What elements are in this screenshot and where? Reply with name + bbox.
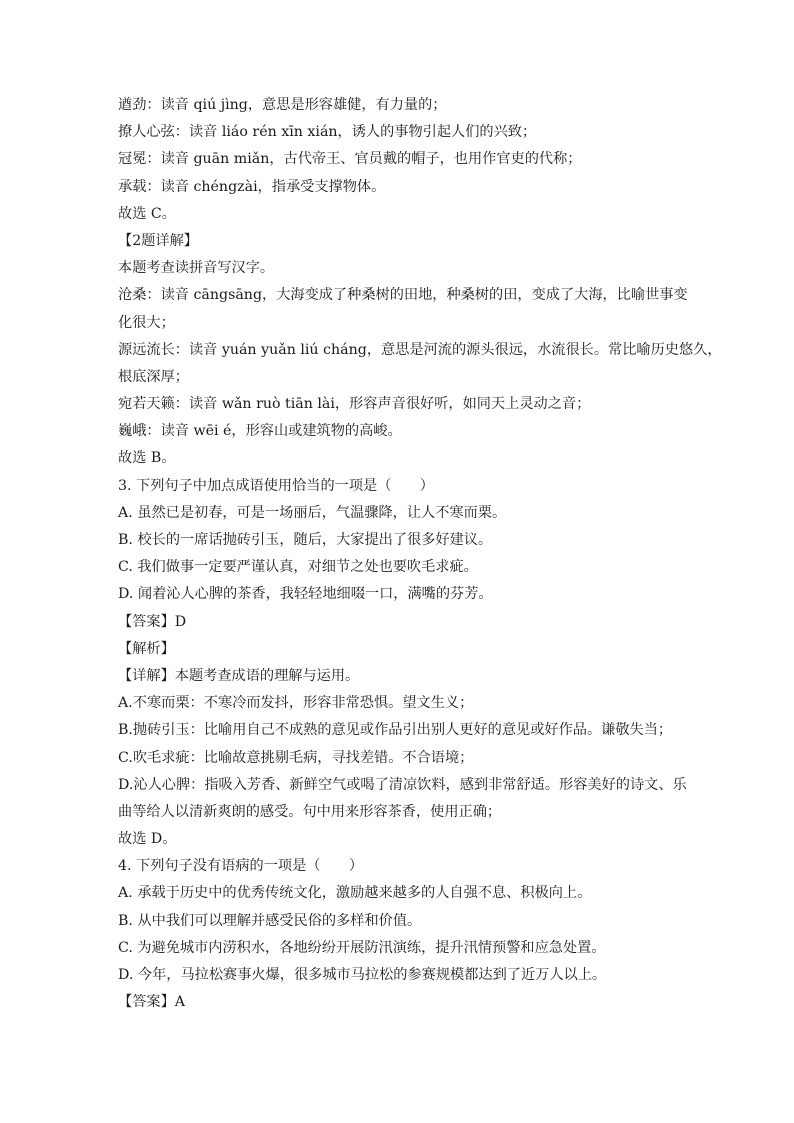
text-line: B.抛砖引玉：比喻用自己不成熟的意见或作品引出别人更好的意见或好作品。谦敬失当；: [118, 722, 673, 739]
option-d: D. 今年，马拉松赛事火爆，很多城市马拉松的参赛规模都达到了近万人以上。: [118, 967, 607, 983]
option-c: C. 我们做事一定要严谨认真，对细节之处也要吹毛求疵。: [118, 559, 478, 576]
detail-heading: 【详解】本题考查成语的理解与运用。: [118, 667, 360, 684]
answer-choice: 故选 D。: [118, 831, 177, 848]
option-d: D. 闻着沁人心脾的茶香，我轻轻地细啜一口，满嘴的芬芳。: [118, 586, 493, 603]
text-line: 曲等给人以清新爽朗的感受。句中用来形容茶香，使用正确；: [118, 803, 502, 820]
option-b: B. 从中我们可以理解并感受民俗的多样和价值。: [118, 912, 422, 929]
analysis-heading: 【解析】: [118, 640, 175, 657]
question-title: 4. 下列句子没有语病的一项是（ ）: [118, 858, 364, 875]
text-line: 巍峨：读音 wēi é，形容山或建筑物的高峻。: [118, 423, 402, 440]
answer-label: 【答案】D: [118, 613, 187, 630]
answer-label: 【答案】A: [118, 994, 185, 1011]
text-line: A.不寒而栗：不寒冷而发抖，形容非常恐惧。望文生义；: [118, 695, 474, 712]
text-line: 冠冕：读音 guān miǎn，古代帝王、官员戴的帽子，也用作官吏的代称；: [118, 151, 582, 168]
text-line: 撩人心弦：读音 liáo rén xīn xián，诱人的事物引起人们的兴致；: [118, 124, 537, 141]
question-title: 3. 下列句子中加点成语使用恰当的一项是（ ）: [118, 477, 434, 494]
text-line: D.沁人心脾：指吸入芳香、新鲜空气或喝了清凉饮料，感到非常舒适。形容美好的诗文、乐: [118, 776, 687, 793]
option-a: A. 虽然已是初春，可是一场丽后，气温骤降，让人不寒而栗。: [118, 504, 507, 521]
option-b: B. 校长的一席话抛砖引玉，随后，大家提出了很多好建议。: [118, 532, 493, 548]
text-line: 源远流长：读音 yuán yuǎn liú cháng，意思是河流的源头很远，水流很长。常比喻历史悠久，: [118, 341, 722, 358]
answer-choice: 故选 B。: [118, 450, 176, 467]
text-line: 遒劲：读音 qiú jìng，意思是形容雄健，有力量的；: [118, 97, 447, 113]
text-line: 根底深厚；: [118, 368, 189, 385]
answer-choice: 故选 C。: [118, 205, 176, 222]
section-heading: 【2题详解】: [118, 232, 198, 249]
text-line: 沧桑：读音 cāngsāng，大海变成了种桑树的田地，种桑树的田，变成了大海，比喻世事变: [118, 287, 688, 304]
document-body: [118, 92, 722, 1016]
text-line: 化很大；: [118, 314, 175, 331]
text-line: 承载：读音 chéngzài，指承受支撑物体。: [118, 178, 386, 195]
text-line: 宛若天籁：读音 wǎn ruò tiān lài，形容声音很好听，如同天上灵动之音；: [118, 396, 591, 413]
text-line: 本题考查读拼音写汉字。: [118, 260, 275, 277]
option-a: A. 承载于历史中的优秀传统文化，激励越来越多的人自强不息、积极向上。: [118, 885, 592, 902]
text-line: C.吹毛求疵：比喻故意挑剔毛病，寻找差错。不合语境；: [118, 749, 474, 766]
option-c: C. 为避免城市内涝积水，各地纷纷开展防汛演练，提升汛情预警和应急处置。: [118, 939, 606, 956]
